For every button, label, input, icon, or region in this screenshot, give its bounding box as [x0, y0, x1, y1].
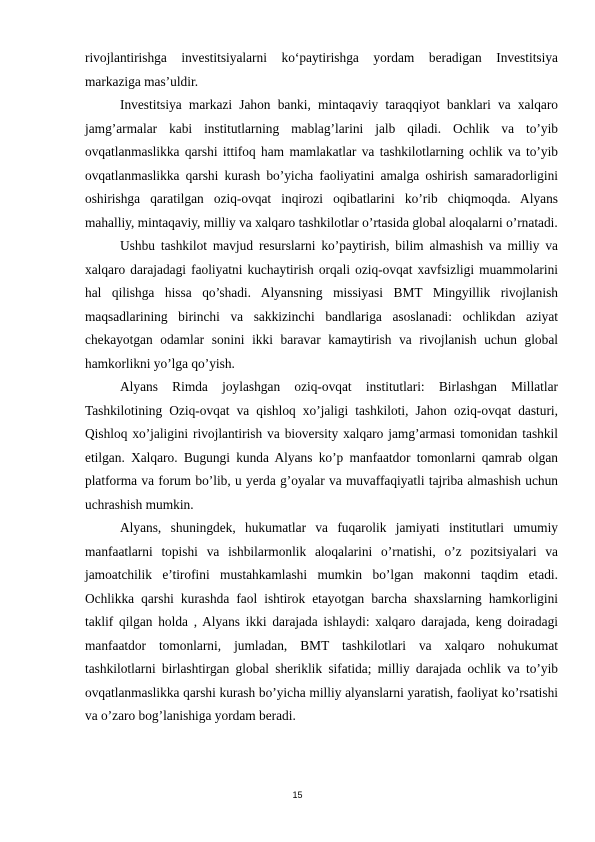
page-number: 15	[292, 790, 303, 800]
paragraph-investment-center: Investitsiya markazi Jahon banki, mintaqaviy taraqqiyot banklari va xalqaro jamg’armalar kabi institutlarning mablag’larini jalb qiladi. Ochlik va to’yib ovqatlanmaslikka qarshi ittifoq ham mamlakatlar va tashkilotlarning ochlik va to’yib ovqatlanmaslikka qarshi kurash bo’yicha faoliyatini amalga oshirish samaradorligini oshirishga qaratilgan oziq-ovqat inqirozi oqibatlarini ko’rib chiqmoqda. Alyans mahalliy, mintaqaviy, milliy va xalqaro tashkilotlar o’rtasida global aloqalarni o’rnatadi.	[85, 97, 558, 230]
paragraph-alliance-founding: Alyans Rimda joylashgan oziq-ovqat institutlari: Birlashgan Millatlar Tashkilotining Oziq-ovqat va qishloq xo’jaligi tashkiloti, Jahon oziq-ovqat dasturi, Qishloq xo’jaligini rivojlantirish va bioversity xalqaro jamg’armasi tomonidan tashkil etilgan. Xalqaro. Bugungi kunda Alyans ko’p manfaatdor tomonlarni qamrab olgan platforma va forum bo’lib, u yerda g’oyalar va muvaffaqiyatli tajriba almashish uchun uchrashish mumkin.	[85, 379, 558, 512]
paragraph-alliance-levels: Alyans, shuningdek, hukumatlar va fuqarolik jamiyati institutlari umumiy manfaatlarni topishi va ishbilarmonlik aloqalarini o’rnatishi, o’z pozitsiyalari va jamoatchilik e’tirofini mustahkamlashi mumkin bo’lgan makonni taqdim etadi. Ochlikka qarshi kurashda faol ishtirok etayotgan barcha shaxslarning hamkorligini taklif qilgan holda , Alyans ikki darajada ishlaydi: xalqaro darajada, keng doiradagi manfaatdor tomonlarni, jumladan, BMT tashkilotlari va xalqaro nohukumat tashkilotlarni birlashtirgan global sheriklik sifatida; milliy darajada ochlik va to’yib ovqatlanmaslikka qarshi kurash bo’yicha milliy alyanslarni yaratish, faoliyat ko’rsatishi va o’zaro bog’lanishiga yordam beradi.	[85, 520, 558, 723]
document-page	[85, 46, 558, 728]
paragraph-continuation: rivojlantirishga investitsiyalarni ko‘paytirishga yordam beradigan Investitsiya markaziga mas’uldir.	[85, 50, 558, 89]
paragraph-organization-mission: Ushbu tashkilot mavjud resurslarni ko’paytirish, bilim almashish va milliy va xalqaro darajadagi faoliyatni kuchaytirish orqali oziq-ovqat xavfsizligi muammolarini hal qilishga hissa qo’shadi. Alyansning missiyasi BMT Mingyillik rivojlanish maqsadlarining birinchi va sakkizinchi bandlariga asoslanadi: ochlikdan aziyat chekayotgan odamlar sonini ikki baravar kamaytirish va rivojlanish uchun global hamkorlikni yo’lga qo’yish.	[85, 238, 558, 371]
